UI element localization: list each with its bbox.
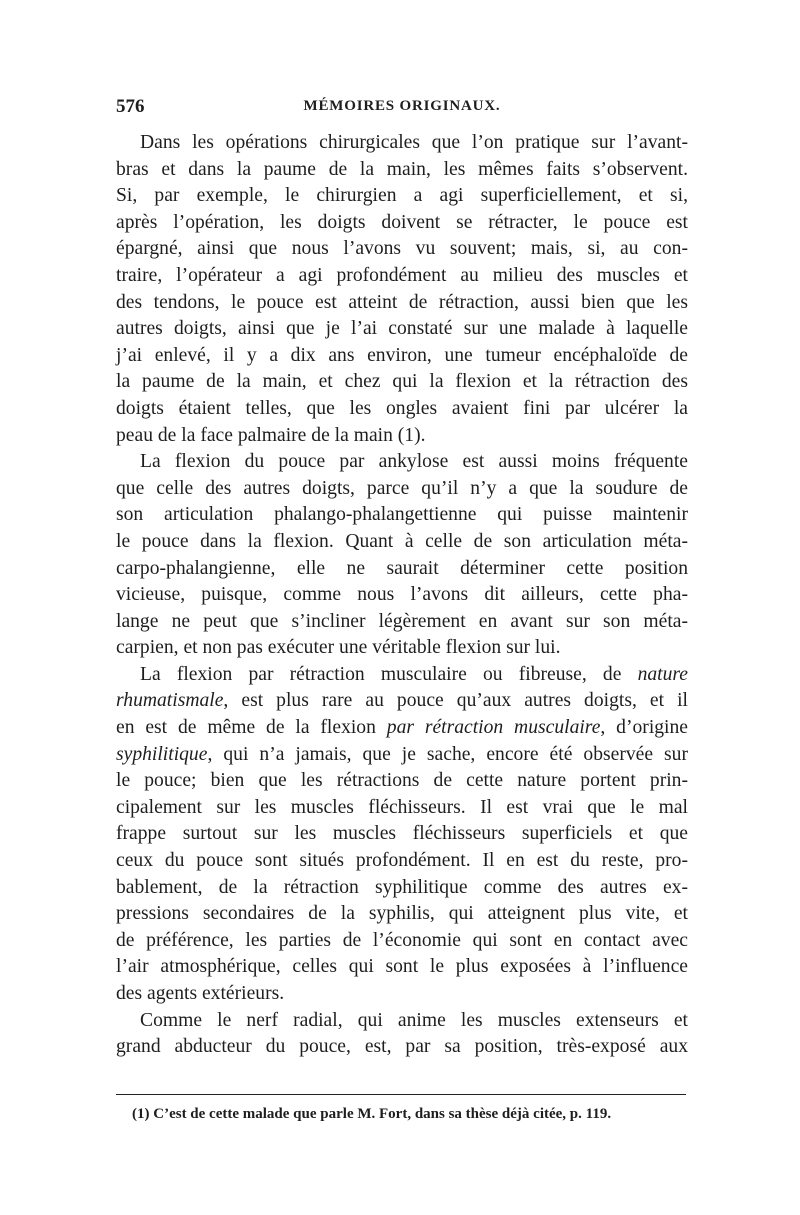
- text-line: j’ai enlevé, il y a dix ans environ, une tumeur encéphaloïde de: [116, 344, 688, 366]
- text-line: cipalement sur les muscles fléchisseurs. Il est vrai que le mal: [116, 796, 688, 818]
- text-line: des agents extérieurs.: [116, 983, 285, 1004]
- footnote-rule: [116, 1094, 686, 1095]
- text-line: des tendons, le pouce est atteint de rétraction, aussi bien que les: [116, 291, 688, 313]
- text-line: en est de même de la flexion par rétraction musculaire, d’origine: [116, 717, 688, 739]
- text-line: lange ne peut que s’incliner légèrement en avant sur son méta-: [116, 610, 688, 632]
- page-number: 576: [116, 96, 145, 117]
- footnote: (1) C’est de cette malade que parle M. Fort, dans sa thèse déjà citée, p. 119.: [132, 1106, 612, 1122]
- text-line: doigts étaient telles, que les ongles avaient fini par ulcérer la: [116, 397, 688, 419]
- text-line: syphilitique, qui n’a jamais, que je sache, encore été observée sur: [116, 743, 688, 765]
- text-line: que celle des autres doigts, parce qu’il n’y a que la soudure de: [116, 477, 688, 499]
- text-line: pressions secondaires de la syphilis, qui atteignent plus vite, et: [116, 903, 688, 925]
- text-line: bablement, de la rétraction syphilitique comme des autres ex-: [116, 876, 688, 898]
- text-line: épargné, ainsi que nous l’avons vu souvent; mais, si, au con-: [116, 238, 688, 260]
- text-line: Dans les opérations chirurgicales que l’on pratique sur l’avant-: [140, 132, 688, 153]
- running-title: MÉMOIRES ORIGINAUX.: [303, 98, 501, 114]
- text-line: son articulation phalango-phalangettienne qui puisse maintenir: [116, 504, 688, 526]
- text-line: la paume de la main, et chez qui la flexion et la rétraction des: [116, 371, 688, 393]
- text-line: Si, par exemple, le chirurgien a agi superficiellement, et si,: [116, 185, 688, 207]
- text-line: l’air atmosphérique, celles qui sont le plus exposées à l’influence: [116, 956, 688, 978]
- text-line: traire, l’opérateur a agi profondément au milieu des muscles et: [116, 264, 688, 286]
- text-line: ceux du pouce sont situés profondément. Il en est du reste, pro-: [116, 850, 688, 872]
- text-line: frappe surtout sur les muscles fléchisseurs superficiels et que: [116, 823, 688, 845]
- text-line: La flexion par rétraction musculaire ou fibreuse, de nature: [140, 663, 688, 685]
- text-line: bras et dans la paume de la main, les mêmes faits s’observent.: [116, 158, 688, 180]
- text-line: carpo-phalangienne, elle ne saurait déterminer cette position: [116, 557, 688, 579]
- text-line: rhumatismale, est plus rare au pouce qu’aux autres doigts, et il: [116, 690, 688, 712]
- text-line: le pouce dans la flexion. Quant à celle de son articulation méta-: [116, 530, 688, 552]
- text-line: le pouce; bien que les rétractions de cette nature portent prin-: [116, 770, 688, 792]
- text-line: Comme le nerf radial, qui anime les muscles extenseurs et: [140, 1009, 688, 1031]
- text-line: vicieuse, puisque, comme nous l’avons dit ailleurs, cette pha-: [116, 584, 688, 606]
- text-line: La flexion du pouce par ankylose est aussi moins fréquente: [140, 451, 688, 473]
- text-line: carpien, et non pas exécuter une véritable flexion sur lui.: [116, 637, 561, 659]
- page-header: [116, 96, 688, 120]
- text-line: de préférence, les parties de l’économie qui sont en contact avec: [116, 929, 688, 951]
- text-line: autres doigts, ainsi que je l’ai constaté sur une malade à laquelle: [116, 318, 688, 340]
- body-text: [116, 130, 688, 1061]
- text-line: grand abducteur du pouce, est, par sa position, très-exposé aux: [116, 1036, 688, 1058]
- text-line: peau de la face palmaire de la main (1).: [116, 424, 426, 446]
- text-line: après l’opération, les doigts doivent se rétracter, le pouce est: [116, 211, 688, 233]
